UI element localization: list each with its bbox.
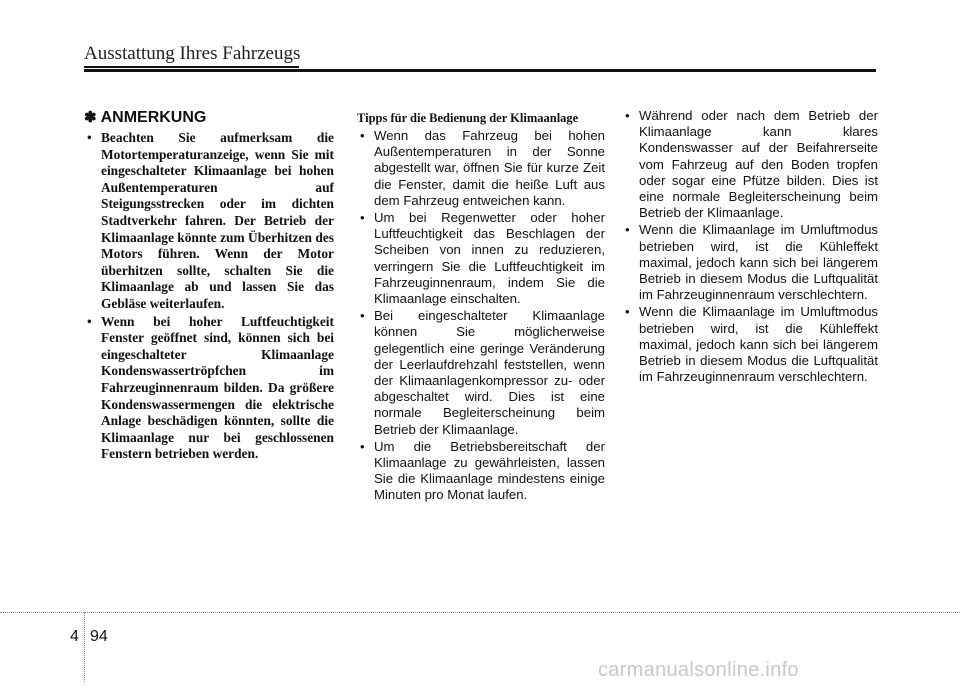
tip-item: • Während oder nach dem Betrieb der Klimaanlage kann klares Kondenswasser auf der Beifahrerseite vom Fahrzeug auf den Boden tropfen oder sogar eine Pfütze bilden. Dies ist eine normale Begleiterscheinung beim Betrieb der Klimaanlage. <box>622 108 878 221</box>
header-rule <box>84 69 876 72</box>
tips-continued-list <box>622 108 878 385</box>
watermark: carmanualsonline.info <box>598 659 799 681</box>
note-column <box>84 108 334 464</box>
footer-vertical-divider <box>84 612 85 682</box>
note-heading <box>84 108 334 128</box>
page-number: 94 <box>90 628 108 645</box>
tips-title: Tipps für die Bedienung der Klimaanlage <box>357 111 579 125</box>
header-title: Ausstattung Ihres Fahrzeugs <box>84 43 301 64</box>
tips-continued-column <box>622 108 878 386</box>
tip-item: • Wenn die Klimaanlage im Umluftmodus betrieben wird, ist die Kühleffekt maximal, jedoch kann sich bei längerem Betrieb in diesem Modus die Luftqualität im Fahrzeuginnenraum verschlechtern. <box>622 222 878 303</box>
header-rule-accent <box>84 66 299 68</box>
asterisk-icon: ✽ <box>84 109 97 126</box>
note-list <box>84 130 334 463</box>
note-item: • Beachten Sie aufmerksam die Motortemperaturanzeige, wenn Sie mit eingeschalteter Klimaanlage bei hohen Außentemperaturen auf Steigungsstrecken oder im dichten Stadtverkehr fahren. Der Betrieb der Klimaanlage könnte zum Überhitzen des Motors führen. Wenn der Motor überhitzen sollte, schalten Sie die Klimaanlage ab und lassen Sie das Gebläse weiterlaufen. <box>84 130 334 313</box>
tip-item: • Wenn die Klimaanlage im Umluftmodus betrieben wird, ist die Kühleffekt maximal, jedoch kann sich bei längerem Betrieb in diesem Modus die Luftqualität im Fahrzeuginnenraum verschlechtern. <box>622 304 878 385</box>
note-heading-text: ANMERKUNG <box>100 109 207 126</box>
tip-item: • Wenn das Fahrzeug bei hohen Außentemperaturen in der Sonne abgestellt war, öffnen Sie für kurze Zeit die Fenster, damit die heiße Luft aus dem Fahrzeug entweichen kann. <box>357 128 605 209</box>
footer-divider <box>0 612 960 613</box>
tips-column <box>357 108 605 505</box>
chapter-number: 4 <box>70 628 79 645</box>
tip-item: • Um bei Regenwetter oder hoher Luftfeuchtigkeit das Beschlagen der Scheiben von innen zu reduzieren, verringern Sie die Luftfeuchtigkeit im Fahrzeuginnenraum, indem Sie die Klimaanlage einschalten. <box>357 210 605 307</box>
tip-item: • Bei eingeschalteter Klimaanlage können Sie möglicherweise gelegentlich eine geringe Veränderung der Leerlaufdrehzahl feststellen, wenn der Klimaanlagenkompressor zu- oder abgeschaltet wird. Dies ist eine normale Begleiterscheinung beim Betrieb der Klimaanlage. <box>357 308 605 438</box>
tips-list <box>357 128 605 504</box>
note-item: • Wenn bei hoher Luftfeuchtigkeit Fenster geöffnet sind, können sich bei eingeschalteter Klimaanlage Kondenswassertröpfchen im Fahrzeuginnenraum bilden. Da größere Kondenswassermengen die elektrische Anlage beschädigen könnten, sollte die Klimaanlage nur bei geschlossenen Fenstern betrieben werden. <box>84 314 334 463</box>
tip-item: • Um die Betriebsbereitschaft der Klimaanlage zu gewährleisten, lassen Sie die Klimaanlage mindestens einige Minuten pro Monat laufen. <box>357 439 605 504</box>
